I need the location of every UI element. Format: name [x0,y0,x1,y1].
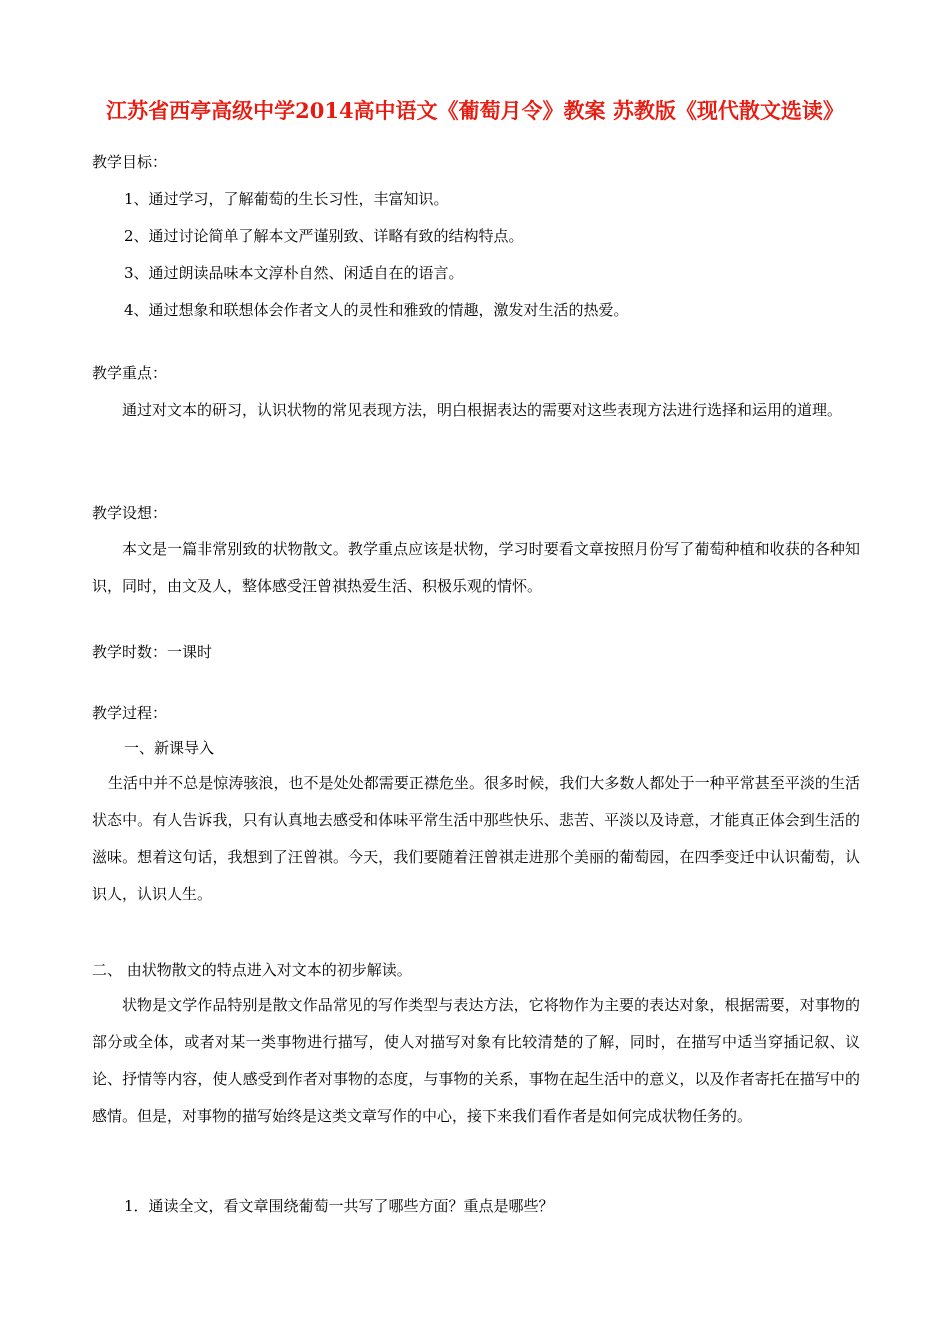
goal-item: 1、通过学习，了解葡萄的生长习性，丰富知识。 [124,190,449,208]
design-heading: 教学设想： [92,504,168,522]
goal-item: 4、通过想象和联想体会作者文人的灵性和雅致的情趣，激发对生活的热爱。 [124,301,629,319]
section2-heading: 二、 由状物散文的特点进入对文本的初步解读。 [92,961,412,979]
design-text: 本文是一篇非常别致的状物散文。教学重点应该是状物，学习时要看文章按照月份写了葡萄种植和收获的各种知识，同时，由文及人，整体感受汪曾祺热爱生活、积极乐观的情怀。 [92,540,860,595]
goal-item: 3、通过朗读品味本文淳朴自然、闲适自在的语言。 [124,264,464,282]
process-heading: 教学过程： [92,704,168,722]
goal-item: 2、通过讨论简单了解本文严谨别致、详略有致的结构特点。 [124,227,524,245]
goals-heading: 教学目标： [92,153,168,171]
section2-question: 1．通读全文，看文章围绕葡萄一共写了哪些方面？重点是哪些？ [124,1197,554,1215]
teaching-hours: 教学时数：一课时 [92,643,213,661]
section2-text: 状物是文学作品特别是散文作品常见的写作类型与表达方法，它将物作为主要的表达对象，根据需要，对事物的部分或全体，或者对某一类事物进行描写，使人对描写对象有比较清楚的了解，同时，在描写中适当穿插记叙、议论、抒情等内容，使人感受到作者对事物的态度，与事物的关系，事物在起生活中的意义，以及作者寄托在描写中的感情。但是，对事物的描写始终是这类文章写作的中心，接下来我们看作者是如何完成状物任务的。 [92,996,860,1125]
focus-text: 通过对文本的研习，认识状物的常见表现方法，明白根据表达的需要对这些表现方法进行选择和运用的道理。 [122,401,843,419]
section1-text: 生活中并不总是惊涛骇浪，也不是处处都需要正襟危坐。很多时候，我们大多数人都处于一种平常甚至平淡的生活状态中。有人告诉我，只有认真地去感受和体味平常生活中那些快乐、悲苦、平淡以及诗意，才能真正体会到生活的滋味。想着这句话，我想到了汪曾祺。今天，我们要随着汪曾祺走进那个美丽的葡萄园，在四季变迁中认识葡萄，认识人，认识人生。 [92,774,860,903]
document-title: 江苏省西亭高级中学2014高中语文《葡萄月令》教案 苏教版《现代散文选读》 [106,98,844,123]
section1-heading: 一、新课导入 [124,739,215,757]
focus-heading: 教学重点： [92,364,168,382]
